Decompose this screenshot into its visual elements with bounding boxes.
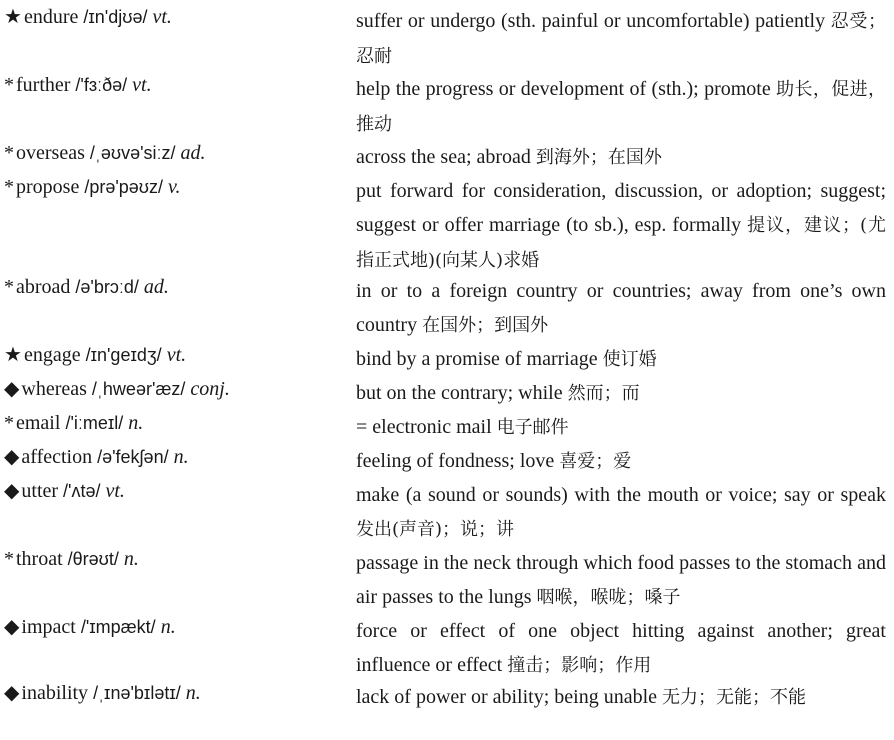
entry-headword — [4, 342, 186, 368]
word: utter — [21, 480, 59, 502]
definition-text: force or effect of one object hitting against another; great influence or effect — [356, 620, 886, 676]
entry-headword — [4, 444, 189, 470]
entry-headword — [4, 4, 172, 30]
marker-star: ★ — [4, 6, 22, 28]
word: overseas — [16, 142, 85, 164]
definition — [356, 342, 886, 377]
pronunciation: /'fɜːðə/ — [75, 75, 128, 95]
definition — [356, 174, 886, 278]
entry-headword — [4, 546, 139, 572]
part-of-speech: n. — [123, 548, 139, 570]
pronunciation: /prə'pəʊz/ — [84, 177, 164, 197]
pronunciation: /'ɪmpækt/ — [80, 617, 156, 637]
entry-headword — [4, 140, 206, 166]
marker-asterisk: * — [4, 548, 14, 570]
translation: 使订婚 — [602, 349, 657, 370]
definition-text: across the sea; abroad — [356, 146, 531, 168]
pronunciation: /ˌəʊvə'siːz/ — [89, 143, 176, 163]
part-of-speech: ad. — [143, 276, 169, 298]
word: engage — [23, 344, 81, 366]
definition — [356, 4, 886, 74]
pronunciation: /ɪn'geɪdʒ/ — [85, 345, 162, 365]
entry-headword — [4, 376, 230, 402]
definition-text: put forward for consideration, discussion, or adoption; suggest; suggest or offer marriage (to sb.), esp. formally — [356, 180, 886, 236]
part-of-speech: vt. — [132, 74, 152, 96]
word: endure — [23, 6, 79, 28]
part-of-speech: vt. — [166, 344, 187, 366]
translation: 喜爱；爱 — [559, 451, 632, 472]
definition — [356, 140, 886, 175]
translation: 提议，建议；(尤指正式地)(向某人)求婚 — [356, 215, 886, 271]
translation: 无力；无能；不能 — [662, 687, 807, 708]
word: whereas — [21, 378, 87, 400]
definition-text: suffer or undergo (sth. painful or uncomfortable) patiently — [356, 10, 826, 32]
word: further — [16, 74, 71, 96]
word: inability — [21, 682, 89, 704]
word: abroad — [16, 276, 71, 298]
part-of-speech: n. — [185, 682, 201, 704]
translation: 然而；而 — [567, 383, 640, 404]
definition — [356, 614, 886, 683]
part-of-speech: ad. — [180, 142, 206, 164]
definition-text: lack of power or ability; being unable — [356, 686, 658, 708]
definition — [356, 410, 886, 445]
entry-headword — [4, 478, 125, 504]
definition-text: make (a sound or sounds) with the mouth or voice; say or speak — [356, 484, 886, 506]
translation: 发出(声音)；说；讲 — [356, 519, 515, 540]
definition — [356, 680, 886, 715]
pronunciation: /ˌhweər'æz/ — [91, 379, 186, 399]
definition-text: feeling of fondness; love — [356, 450, 555, 472]
translation: 电子邮件 — [496, 417, 569, 438]
marker-asterisk: * — [4, 74, 14, 96]
word: impact — [21, 616, 76, 638]
definition — [356, 478, 886, 547]
definition — [356, 444, 886, 479]
pronunciation: /ə'brɔːd/ — [75, 277, 139, 297]
word: affection — [21, 446, 93, 468]
part-of-speech: n. — [173, 446, 189, 468]
translation: 撞击；影响；作用 — [507, 655, 652, 676]
pronunciation: /ˌɪnə'bɪlətɪ/ — [93, 683, 181, 703]
word: propose — [16, 176, 80, 198]
part-of-speech: vt. — [152, 6, 172, 28]
part-of-speech: vt. — [105, 480, 125, 502]
part-of-speech: n. — [128, 412, 144, 434]
translation: 助长，促进，推动 — [356, 79, 886, 135]
word: throat — [16, 548, 63, 570]
definition-text: help the progress or development of (sth.); promote — [356, 78, 771, 100]
word: email — [16, 412, 61, 434]
definition-text: = electronic mail — [356, 416, 492, 438]
marker-diamond: ◆ — [4, 480, 20, 502]
entry-headword — [4, 72, 152, 98]
marker-diamond: ◆ — [4, 446, 20, 468]
translation: 咽喉，喉咙；嗓子 — [536, 587, 681, 608]
definition-text: in or to a foreign country or countries; away from one’s own country — [356, 280, 886, 336]
definition — [356, 376, 886, 411]
marker-star: ★ — [4, 344, 22, 366]
pronunciation: /ɪn'djʊə/ — [83, 7, 148, 27]
translation: 忍受；忍耐 — [356, 11, 887, 67]
entry-headword — [4, 410, 143, 436]
part-of-speech: conj. — [190, 378, 230, 400]
marker-asterisk: * — [4, 176, 14, 198]
definition — [356, 546, 886, 615]
entry-headword — [4, 174, 180, 200]
marker-diamond: ◆ — [4, 682, 20, 704]
marker-diamond: ◆ — [4, 378, 20, 400]
marker-asterisk: * — [4, 276, 14, 298]
entry-headword — [4, 680, 201, 706]
definition — [356, 274, 886, 343]
definition-text: but on the contrary; while — [356, 382, 563, 404]
marker-diamond: ◆ — [4, 616, 20, 638]
entry-headword — [4, 274, 169, 300]
pronunciation: /'ʌtə/ — [63, 481, 101, 501]
definition-text: passage in the neck through which food passes to the stomach and air passes to the lungs — [356, 552, 886, 608]
marker-asterisk: * — [4, 142, 14, 164]
marker-asterisk: * — [4, 412, 14, 434]
pronunciation: /'iːmeɪl/ — [65, 413, 124, 433]
translation: 到海外；在国外 — [535, 147, 662, 168]
part-of-speech: v. — [168, 176, 181, 198]
pronunciation: /ə'fekʃən/ — [97, 447, 169, 467]
pronunciation: /θrəʊt/ — [67, 549, 119, 569]
definition — [356, 72, 886, 142]
entry-headword — [4, 614, 176, 640]
part-of-speech: n. — [160, 616, 176, 638]
translation: 在国外；到国外 — [422, 315, 549, 336]
definition-text: bind by a promise of marriage — [356, 348, 598, 370]
